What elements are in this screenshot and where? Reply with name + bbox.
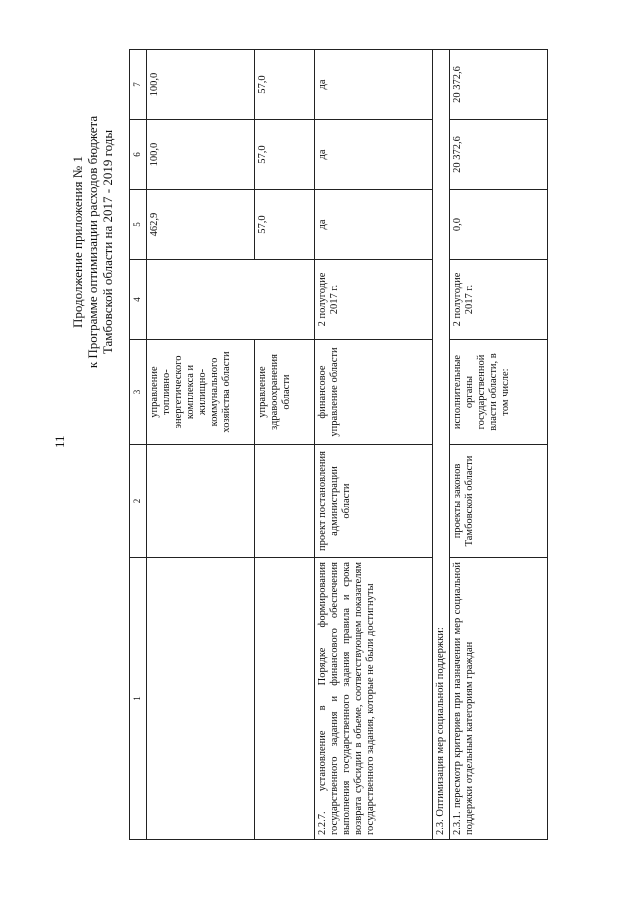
cell-value-2017: 57,0 xyxy=(255,190,315,260)
cell-empty xyxy=(147,260,315,340)
cell-value-2018: 100,0 xyxy=(147,120,255,190)
cell-measure: 2.2.7. установление в Порядке формирования государственного задания и финансового обеспечения выполнения государственного задания правила и срока возврата субсидии в объеме, соответствующем показателям государственного задания, которые не были достигнуты xyxy=(315,558,433,840)
cell-value-2017: 0,0 xyxy=(450,190,548,260)
cell-measure: 2.3.1. пересмотр критериев при назначении мер социальной поддержки отдельным категориям граждан xyxy=(450,558,548,840)
cell-empty xyxy=(147,445,255,558)
document-header xyxy=(70,32,115,452)
cell-value-2019: да xyxy=(315,50,433,120)
page-number: 11 xyxy=(52,435,67,448)
table-row-section-2-3 xyxy=(433,50,450,840)
cell-deadline: 2 полугодие 2017 г. xyxy=(315,260,433,340)
header-line-1: Продолжение приложения № 1 xyxy=(70,156,85,328)
header-line-2: к Программе оптимизации расходов бюджета xyxy=(85,115,100,369)
cell-deadline: 2 полугодие 2017 г. xyxy=(450,260,548,340)
col-number-3: 3 xyxy=(130,340,147,445)
cell-value-2019: 20 372,6 xyxy=(450,50,548,120)
table-row-2-2-7 xyxy=(315,50,433,840)
cell-value-2019: 100,0 xyxy=(147,50,255,120)
cell-executor: финансовое управление области xyxy=(315,340,433,445)
cell-empty xyxy=(255,445,315,558)
table-row-health xyxy=(255,50,315,840)
header-line-3: Тамбовской области на 2017 - 2019 годы xyxy=(100,129,115,355)
cell-document: проекты законов Тамбовской области xyxy=(450,445,548,558)
col-number-4: 4 xyxy=(130,260,147,340)
col-number-2: 2 xyxy=(130,445,147,558)
col-number-6: 6 xyxy=(130,120,147,190)
cell-empty xyxy=(255,558,315,840)
table-row-fuel-energy xyxy=(147,50,255,840)
cell-value-2017: да xyxy=(315,190,433,260)
col-number-7: 7 xyxy=(130,50,147,120)
column-number-row xyxy=(130,50,147,840)
cell-value-2018: да xyxy=(315,120,433,190)
cell-executor: управление топливно-энергетического комплекса и жилищно-коммунального хозяйства области xyxy=(147,340,255,445)
budget-optimization-table xyxy=(129,49,548,840)
col-number-5: 5 xyxy=(130,190,147,260)
table-row-2-3-1 xyxy=(450,50,548,840)
budget-optimization-table-wrapper xyxy=(129,50,548,840)
cell-executor: управление здравоохранения области xyxy=(255,340,315,445)
section-heading: 2.3. Оптимизация мер социальной поддержки: xyxy=(433,50,450,840)
col-number-1: 1 xyxy=(130,558,147,840)
cell-value-2018: 57,0 xyxy=(255,120,315,190)
cell-empty xyxy=(147,558,255,840)
cell-executor: исполнительные органы государственной власти области, в том числе: xyxy=(450,340,548,445)
cell-value-2017: 462,9 xyxy=(147,190,255,260)
cell-value-2019: 57,0 xyxy=(255,50,315,120)
cell-value-2018: 20 372,6 xyxy=(450,120,548,190)
cell-document: проект постановления администрации области xyxy=(315,445,433,558)
